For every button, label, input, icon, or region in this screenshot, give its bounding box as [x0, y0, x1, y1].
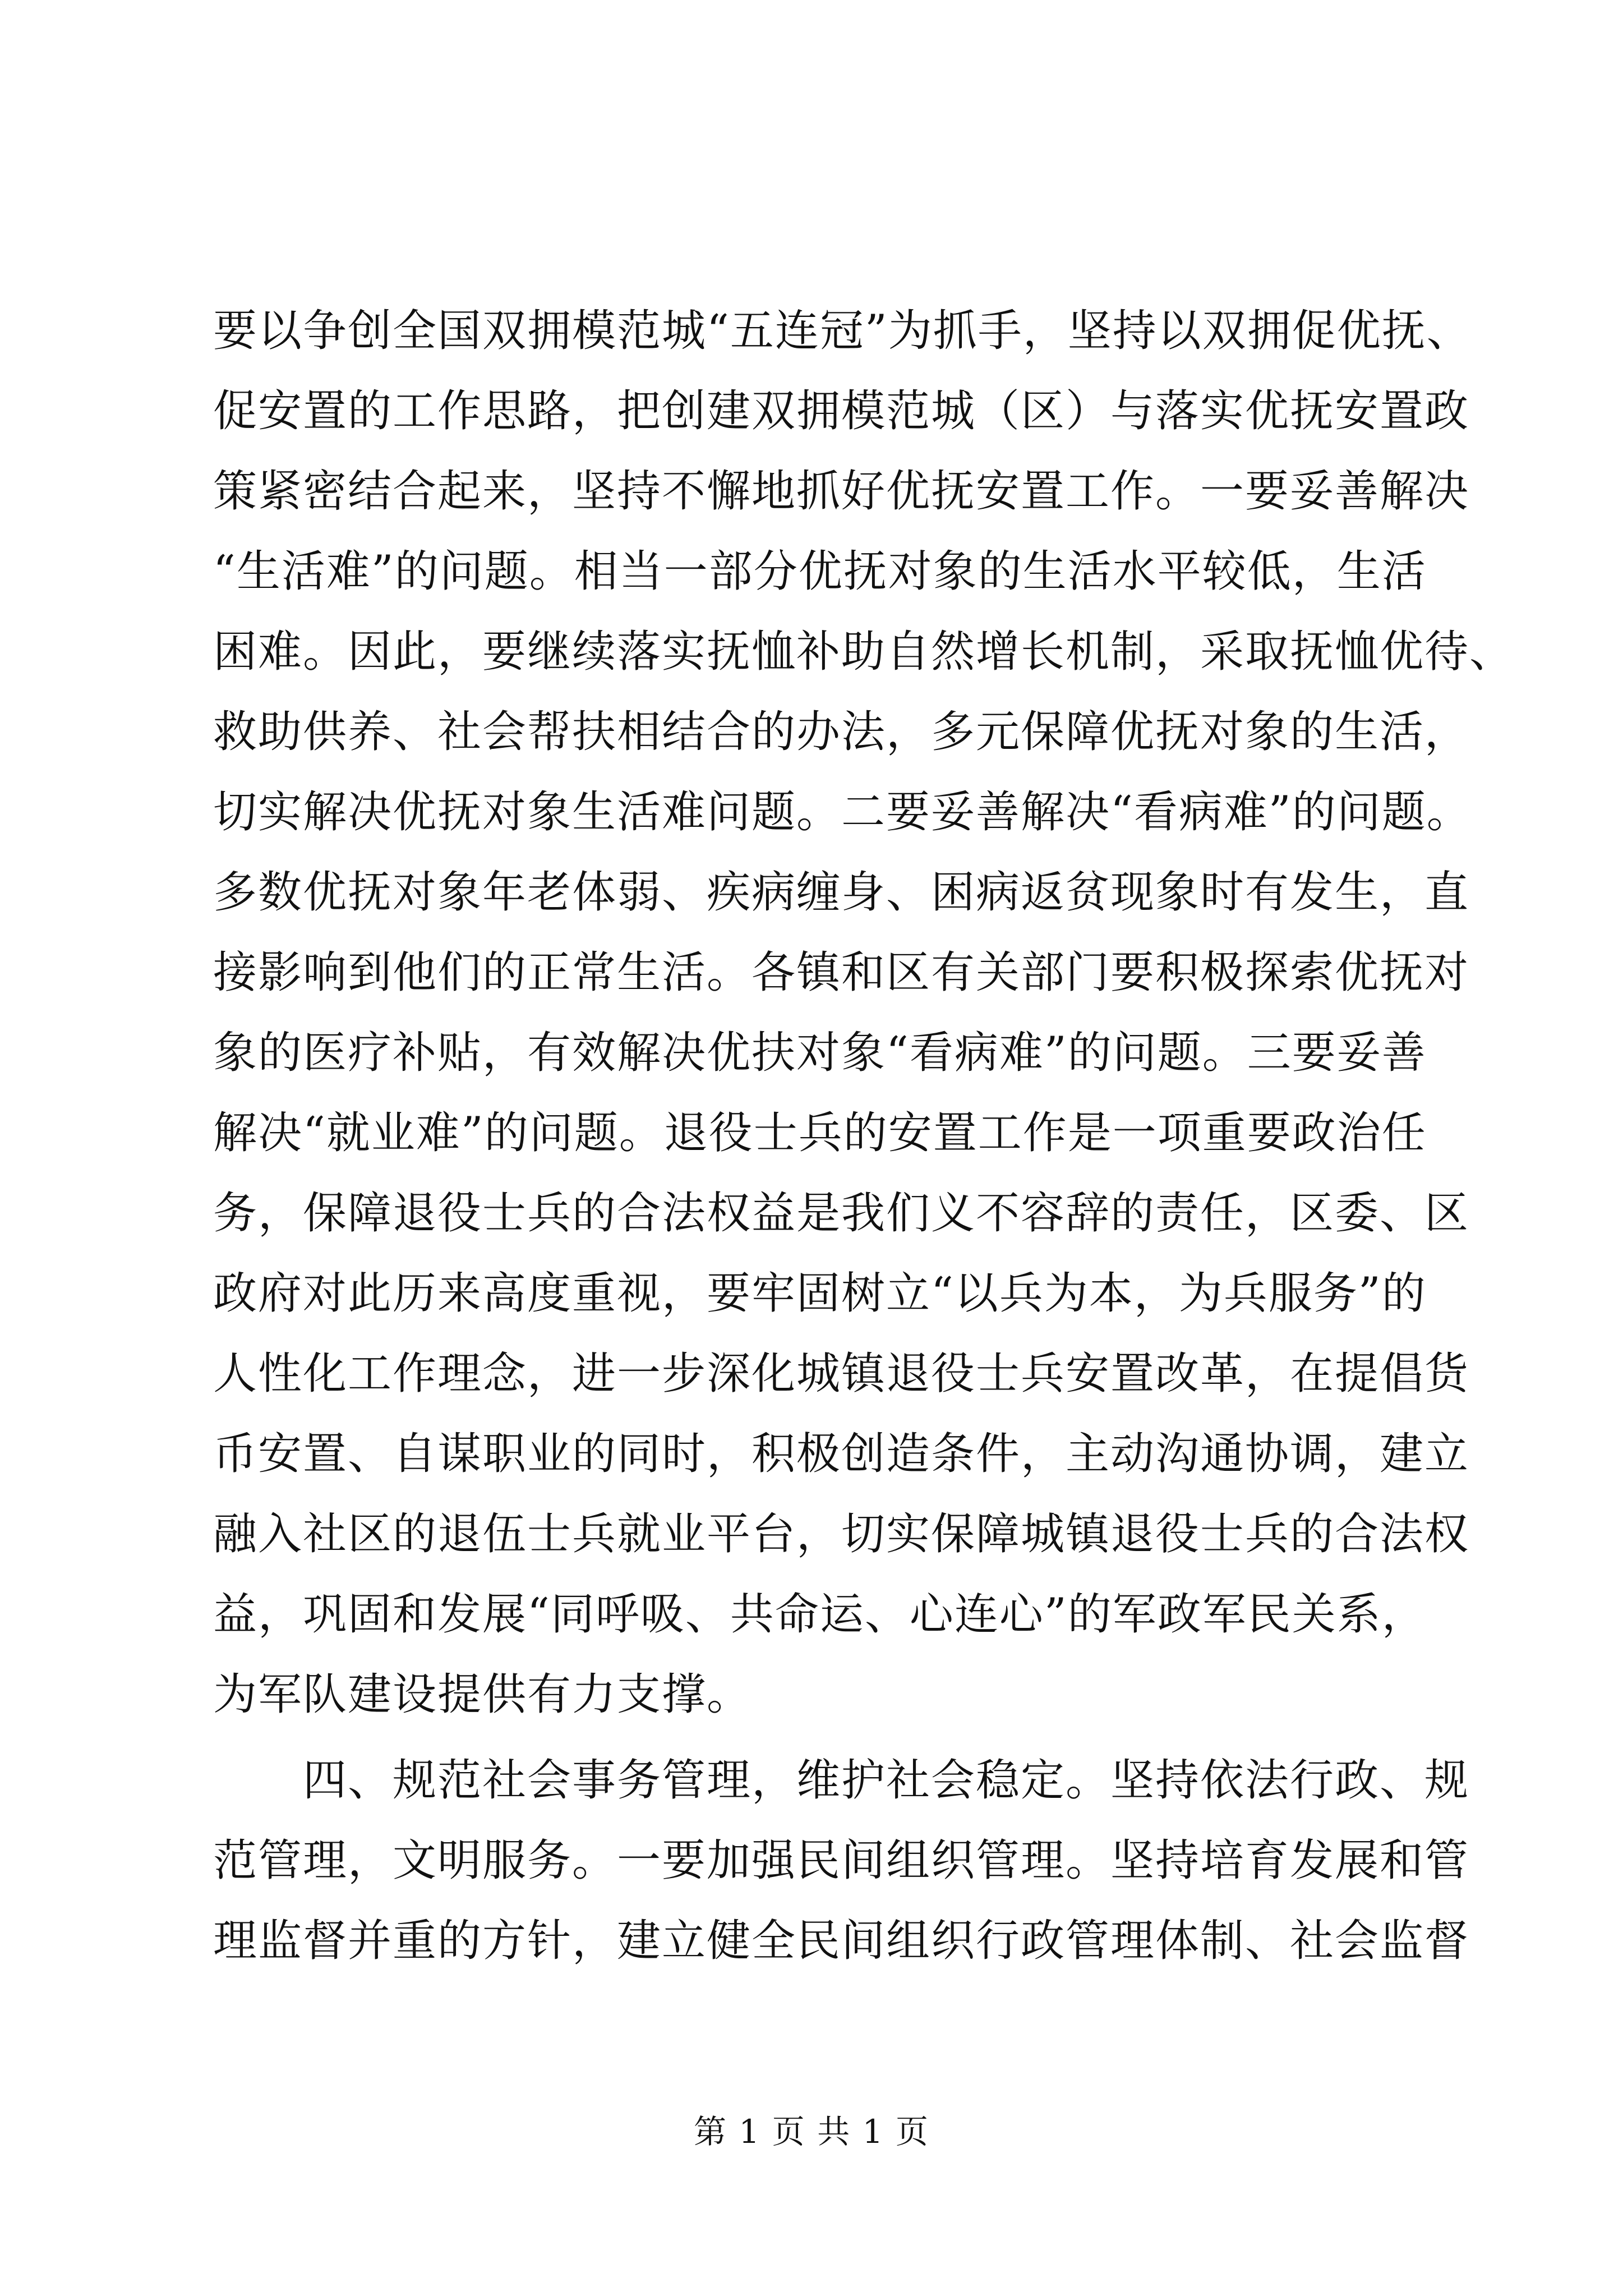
text-line: 务，保障退役士兵的合法权益是我们义不容辞的责任，区委、区 [213, 1188, 1470, 1239]
text-line: 益，巩固和发展“同呼吸、共命运、心连心”的军政军民关系， [213, 1589, 1427, 1640]
text-line: 救助供养、社会帮扶相结合的办法，多元保障优抚对象的生活， [213, 707, 1470, 757]
text-line: 为军队建设提供有力支撑。 [213, 1669, 752, 1720]
paragraph-first-line: 四、规范社会事务管理，维护社会稳定。坚持依法行政、规 [303, 1755, 1470, 1806]
text-line: 多数优抚对象年老体弱、疾病缠身、困病返贫现象时有发生，直 [213, 867, 1470, 918]
text-line: 解决“就业难”的问题。退役士兵的安置工作是一项重要政治任 [213, 1108, 1427, 1158]
text-line: 策紧密结合起来，坚持不懈地抓好优抚安置工作。一要妥善解决 [213, 466, 1470, 517]
text-line: 困难。因此，要继续落实抚恤补助自然增长机制，采取抚恤优待、 [213, 627, 1515, 677]
page-footer: 第 1 页 共 1 页 [694, 2113, 929, 2151]
text-line: 范管理，文明服务。一要加强民间组织管理。坚持培育发展和管 [213, 1835, 1470, 1886]
text-line: 融入社区的退伍士兵就业平台，切实保障城镇退役士兵的合法权 [213, 1509, 1470, 1559]
text-line: 人性化工作理念，进一步深化城镇退役士兵安置改革，在提倡货 [213, 1349, 1470, 1399]
text-line: 理监督并重的方针，建立健全民间组织行政管理体制、社会监督 [213, 1916, 1470, 1966]
text-line: 政府对此历来高度重视，要牢固树立“以兵为本，为兵服务”的 [213, 1268, 1427, 1319]
text-line: 切实解决优抚对象生活难问题。二要妥善解决“看病难”的问题。 [213, 787, 1472, 838]
text-line: “生活难”的问题。相当一部分优抚对象的生活水平较低，生活 [213, 546, 1427, 597]
text-line: 要以争创全国双拥模范城“五连冠”为抓手，坚持以双拥促优抚、 [213, 306, 1472, 356]
text-line: 象的医疗补贴，有效解决优扶对象“看病难”的问题。三要妥善 [213, 1028, 1427, 1078]
text-line: 接影响到他们的正常生活。各镇和区有关部门要积极探索优抚对 [213, 947, 1470, 998]
text-line: 促安置的工作思路，把创建双拥模范城（区）与落实优抚安置政 [213, 386, 1470, 436]
text-line: 币安置、自谋职业的同时，积极创造条件，主动沟通协调，建立 [213, 1429, 1470, 1479]
